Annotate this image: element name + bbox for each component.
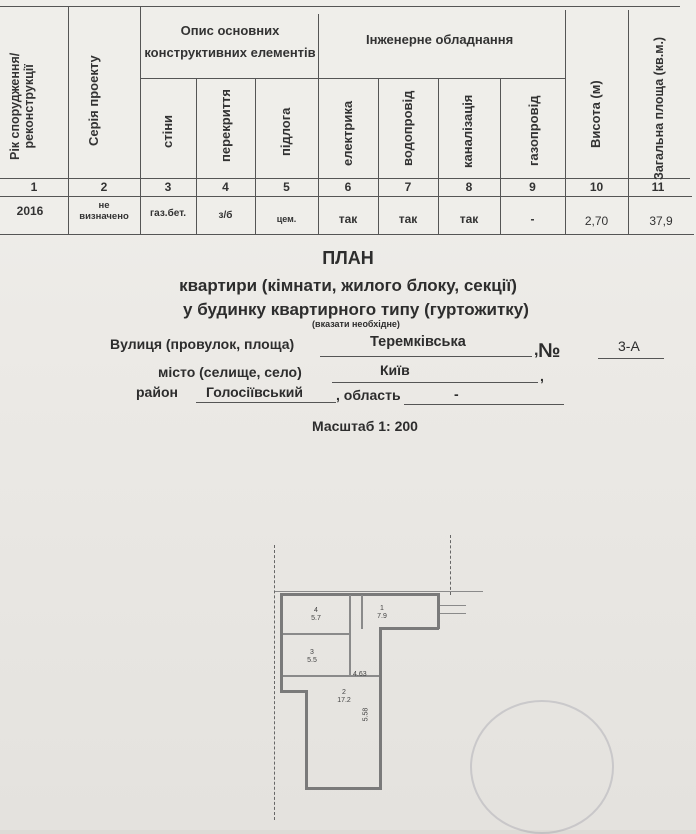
- col-number: 3: [164, 180, 172, 194]
- room-area: 7.9: [377, 613, 387, 620]
- wall: [280, 593, 440, 596]
- col-number: 7: [404, 180, 412, 194]
- col-number: 1: [30, 180, 38, 194]
- value-series: не визначено: [79, 200, 129, 222]
- col-divider: [628, 10, 629, 234]
- wall: [305, 787, 382, 790]
- room-2-label: [329, 689, 359, 705]
- wall: [280, 593, 283, 693]
- header-floor: підлога: [278, 107, 293, 156]
- wall: [437, 593, 440, 629]
- header-engineering-group: Інженерне обладнання: [366, 32, 514, 47]
- dimension-label: 5.58: [362, 707, 370, 722]
- wall: [379, 627, 382, 787]
- room-area: 17.2: [337, 697, 351, 704]
- col-number: 10: [589, 180, 604, 194]
- scale-label: Масштаб 1: 200: [312, 418, 418, 434]
- header-electric: електрика: [340, 100, 355, 166]
- room-3-label: [297, 649, 327, 665]
- value-floors-ceiling: з/б: [218, 210, 233, 221]
- plan-subtitle-line1: квартири (кімнати, жилого блоку, секції): [179, 276, 517, 295]
- header-year: Рік спорудження/ реконструкції: [8, 52, 36, 160]
- value-sewer: так: [459, 212, 479, 226]
- value-electric: так: [338, 212, 358, 226]
- room-1-label: [367, 605, 397, 621]
- value-total-area: 37,9: [649, 214, 673, 228]
- partition: [361, 595, 363, 629]
- col-number: 8: [465, 180, 473, 194]
- region-value: -: [454, 386, 459, 402]
- value-floor: цем.: [276, 214, 297, 224]
- room-number: 3: [310, 649, 314, 656]
- room-number: 1: [380, 605, 384, 612]
- street-underline: [320, 356, 532, 357]
- col-divider: [565, 10, 566, 234]
- col-divider: [255, 78, 256, 234]
- plan-title: ПЛАН: [322, 248, 374, 268]
- wall: [379, 627, 439, 630]
- header-gas: газопровід: [526, 95, 541, 166]
- district-underline: [196, 402, 336, 403]
- number-underline: [598, 358, 664, 359]
- header-structural-group: Опис основних конструктивних елементів: [144, 23, 316, 60]
- col-number: 9: [529, 180, 536, 194]
- col-divider: [378, 78, 379, 234]
- header-series: Серія проекту: [86, 55, 101, 146]
- header-water: водопровід: [400, 90, 415, 166]
- plan-subtitle-note: (вказати необхідне): [312, 319, 400, 329]
- city-underline: [332, 382, 538, 383]
- building-outline: [451, 591, 483, 592]
- street-label: Вулиця (провулок, площа): [110, 336, 295, 352]
- col-number: 4: [222, 180, 229, 194]
- room-area: 5.7: [311, 615, 321, 622]
- axis-line: [274, 545, 275, 820]
- col-number: 11: [651, 180, 665, 194]
- room-4-label: [301, 607, 331, 623]
- header-total-area: Загальна площа (кв.м.): [652, 36, 666, 180]
- entrance-line: [440, 613, 466, 614]
- number-value: 3-А: [618, 338, 640, 354]
- table-header-bottom: [0, 178, 690, 179]
- col-divider: [438, 78, 439, 234]
- dimension-label: 4.63: [353, 671, 367, 678]
- table-top-border: [0, 6, 680, 7]
- value-height: 2,70: [584, 214, 609, 228]
- col-divider: [500, 78, 501, 234]
- room-area: 5.5: [307, 657, 317, 664]
- building-outline: [275, 591, 455, 592]
- number-label: №: [538, 340, 561, 362]
- district-value: Голосіївський: [206, 384, 304, 400]
- partition: [349, 595, 351, 635]
- region-label: , область: [336, 387, 401, 403]
- city-comma: ,: [540, 368, 544, 384]
- partition: [349, 635, 351, 677]
- table-bottom-border: [0, 234, 694, 235]
- value-gas: -: [530, 212, 535, 226]
- wall: [305, 690, 308, 790]
- col-number: 5: [283, 180, 290, 194]
- table-number-row-bottom: [0, 196, 692, 197]
- entrance-line: [440, 605, 466, 606]
- characteristics-table: [0, 0, 696, 236]
- header-sewer: каналізація: [460, 94, 475, 168]
- room-number: 4: [314, 607, 318, 614]
- room-number: 2: [342, 689, 346, 696]
- header-walls: стіни: [160, 114, 175, 148]
- wall: [280, 690, 308, 693]
- header-floors-ceiling: перекриття: [218, 88, 233, 162]
- value-water: так: [398, 212, 418, 226]
- plan-subtitle-line2: у будинку квартирного типу (гуртожитку): [183, 300, 529, 319]
- street-value: Теремківська: [370, 334, 466, 350]
- district-label: район: [136, 384, 178, 400]
- city-label: місто (селище, село): [158, 364, 302, 380]
- axis-line: [450, 535, 451, 595]
- col-number: 2: [100, 180, 108, 194]
- city-value: Київ: [380, 362, 410, 378]
- header-height: Висота (м): [588, 80, 603, 148]
- col-number: 6: [344, 180, 352, 194]
- faded-stamp: [470, 700, 614, 834]
- partition: [283, 633, 351, 635]
- value-walls: газ.бет.: [149, 208, 186, 219]
- table-group-divider: [140, 78, 565, 79]
- region-underline: [404, 404, 564, 405]
- street-comma: ,: [534, 342, 539, 359]
- value-year: 2016: [16, 204, 44, 218]
